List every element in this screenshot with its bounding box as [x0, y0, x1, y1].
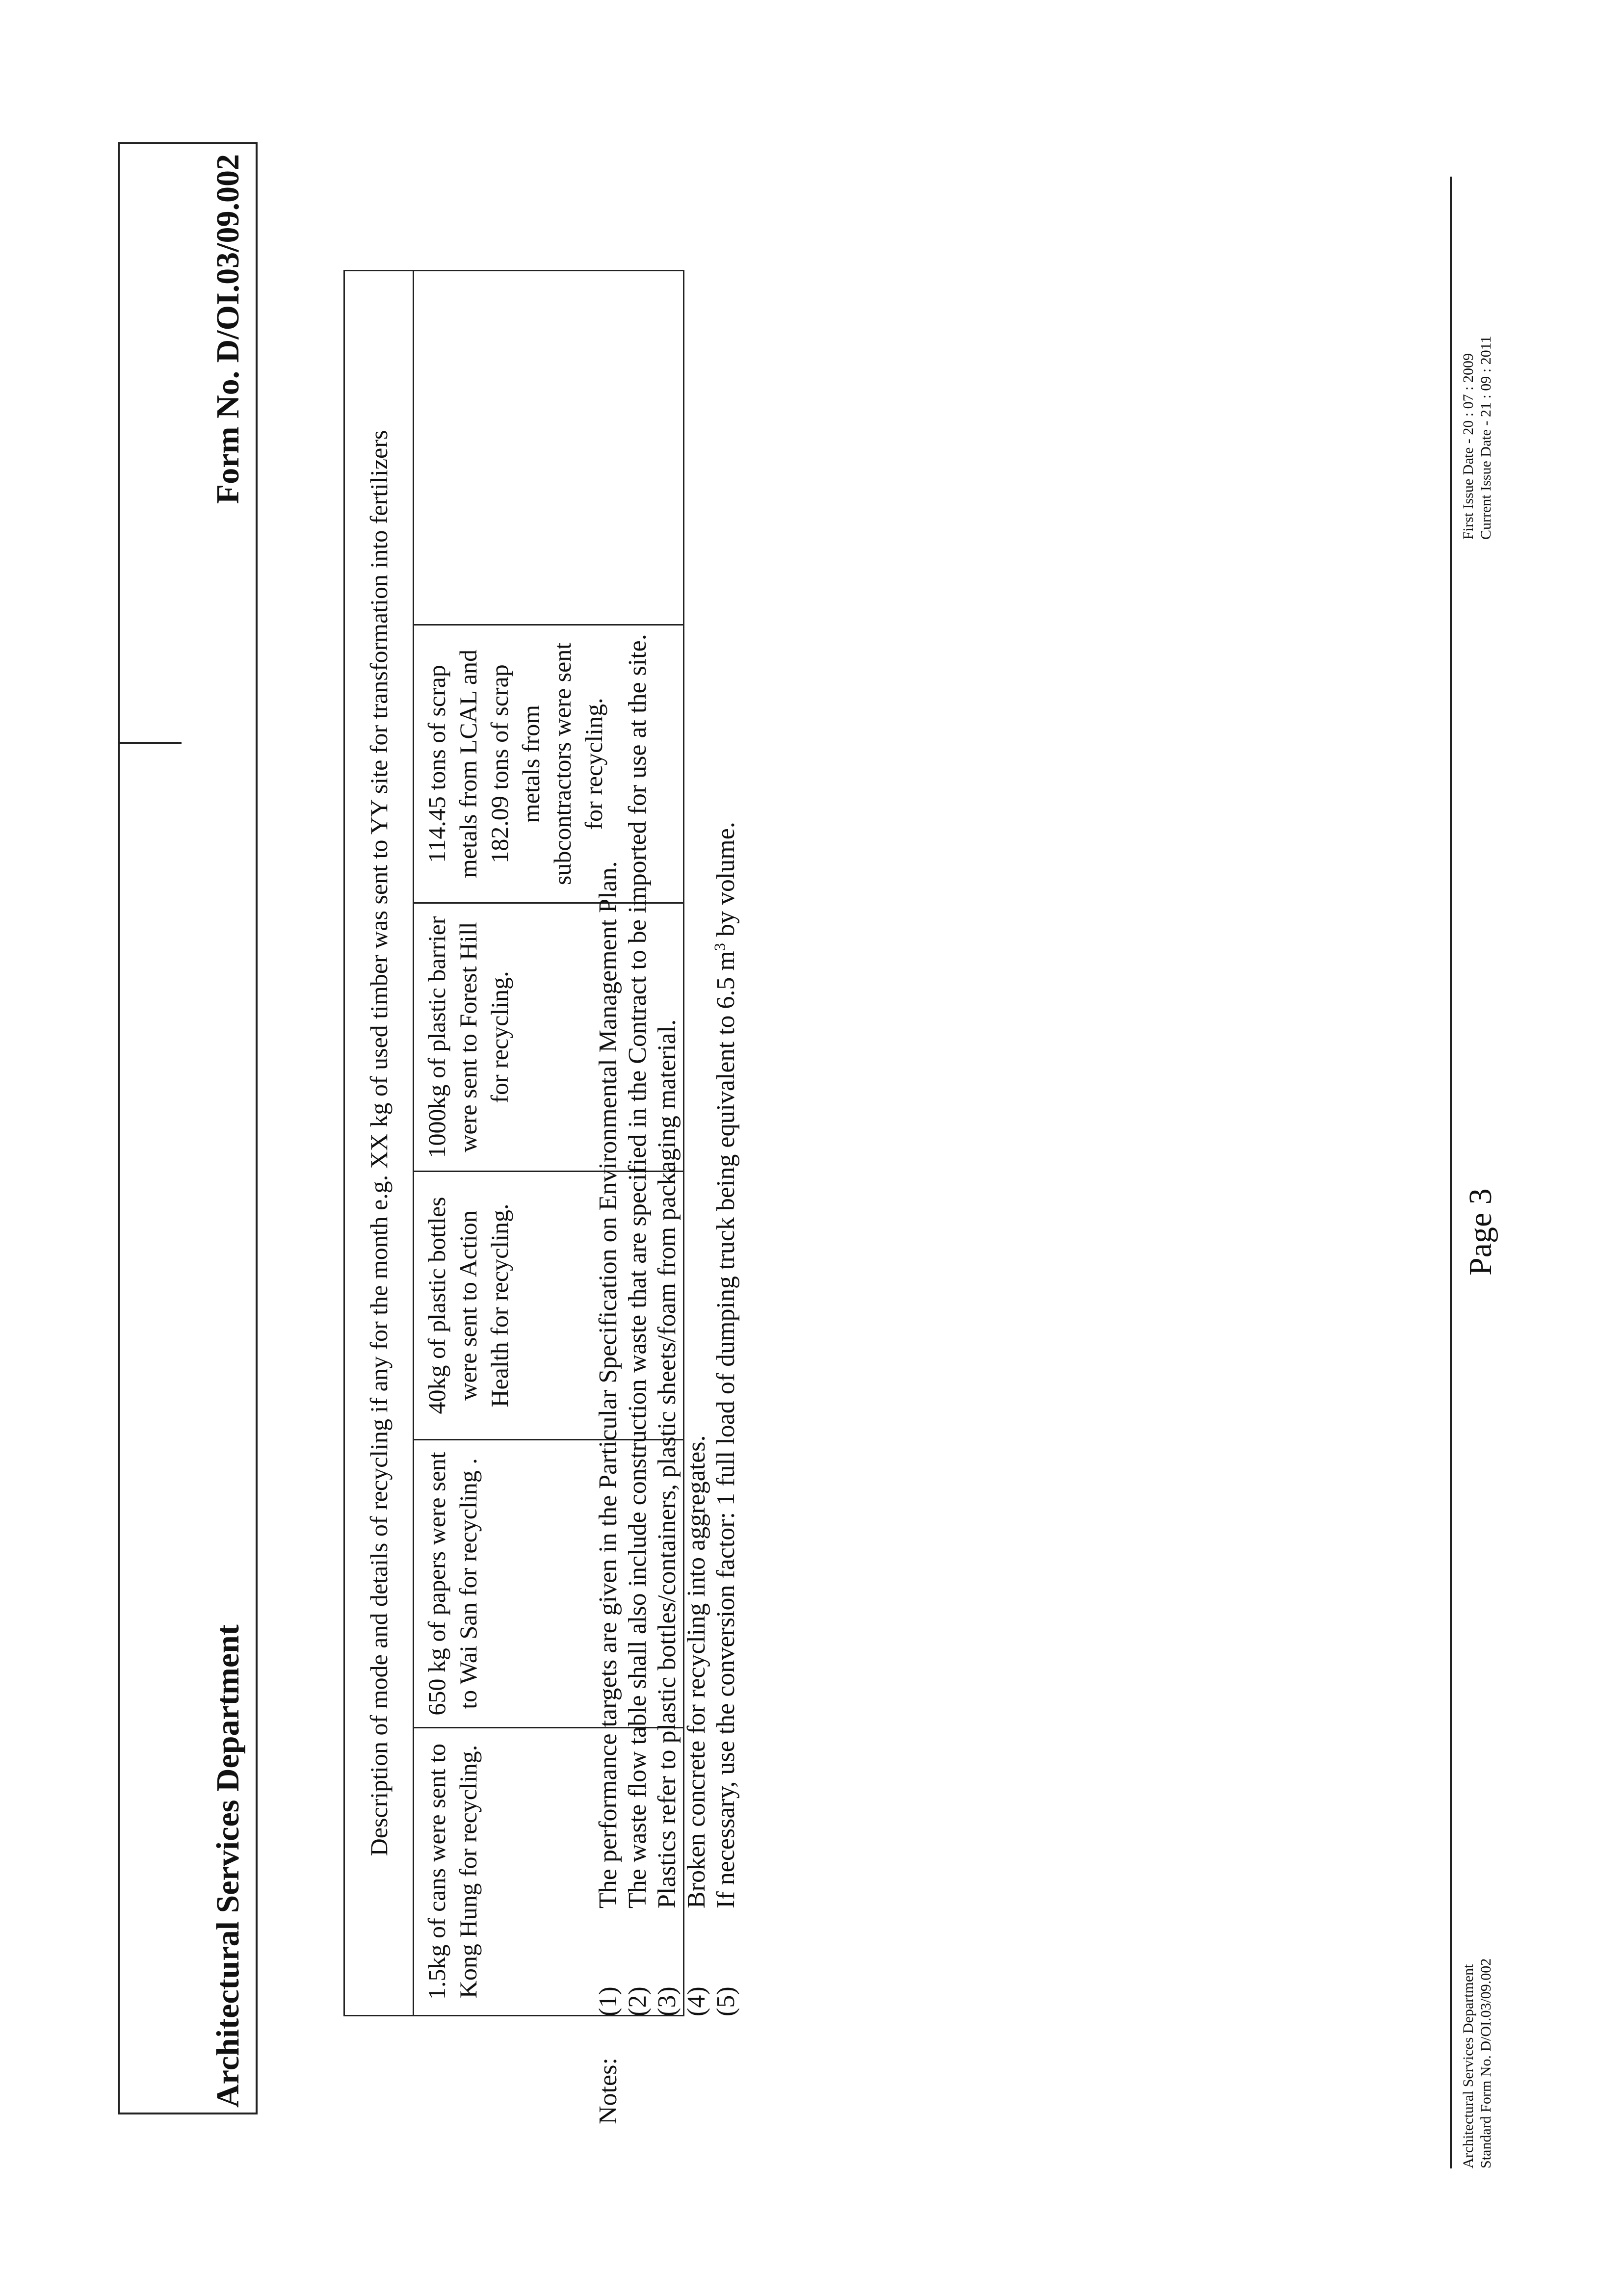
table-cell: 1.5kg of cans were sent to Kong Hung for recycling.: [414, 1728, 684, 2016]
note-text: Broken concrete for recycling into aggregates.: [682, 1435, 710, 1908]
table-cell: 1000kg of plastic barrier were sent to Forest Hill for recycling.: [414, 903, 684, 1172]
footer-department: Architectural Services Department: [1460, 1964, 1476, 2168]
note-number: (5): [712, 1986, 740, 2016]
table-cell: 650 kg of papers were sent to Wai San for recycling .: [414, 1440, 684, 1728]
first-issue-date: First Issue Date - 20 : 07 : 2009: [1460, 353, 1476, 540]
note-number: (4): [682, 1986, 710, 2016]
current-issue-date: Current Issue Date - 21 : 09 : 2011: [1478, 336, 1494, 540]
table-cell: 40kg of plastic bottles were sent to Action Health for recycling.: [414, 1172, 684, 1440]
note-text: [711, 822, 741, 1908]
form-header: [118, 142, 258, 2114]
table-row: [344, 271, 414, 2016]
footer-left: [1460, 1958, 1495, 2168]
table-cell: [414, 271, 684, 625]
footer-rule: [1450, 177, 1452, 2168]
note-item: [653, 634, 682, 2016]
note-number: (1): [594, 1986, 622, 2016]
note-number: (2): [624, 1986, 652, 2016]
footer-standard-form: Standard Form No. D/OI.03/09.002: [1478, 1958, 1494, 2168]
note-text: Plastics refer to plastic bottles/containers, plastic sheets/foam from packaging material.: [653, 1019, 681, 1908]
page-number: Page 3: [1463, 1188, 1498, 1276]
notes-list: [594, 634, 741, 2016]
description-header: Description of mode and details of recycling if any for the month e.g. XX kg of used timber was sent to YY site for transformation into fertilizers: [344, 271, 414, 2016]
note-item: [711, 634, 741, 2016]
note-item: [594, 634, 623, 2016]
superscript: 3: [710, 943, 729, 951]
note-item: [623, 634, 653, 2016]
note-number: (3): [653, 1986, 681, 2016]
department-title: Architectural Services Department: [210, 1624, 246, 2108]
note-text-after: by volume.: [712, 822, 740, 943]
form-number: Form No. D/OI.03/09.002: [210, 154, 246, 504]
header-divider: [118, 742, 182, 744]
table-cell: 114.45 tons of scrap metals from LCAL and 182.09 tons of scrap metals from subcontractors were sent for recycling.: [414, 625, 684, 903]
note-text: The performance targets are given in the Particular Specification on Environmental Management Plan.: [594, 861, 622, 1908]
footer-right: [1460, 336, 1495, 540]
note-text-before: If necessary, use the conversion factor: 1 full load of dumping truck being equivalent to 6.5 m: [712, 951, 740, 1908]
note-text: The waste flow table shall also include construction waste that are specified in the Contract to be imported for use at the site.: [624, 634, 652, 1908]
note-item: [682, 634, 711, 2016]
notes-label: Notes:: [594, 2058, 622, 2124]
